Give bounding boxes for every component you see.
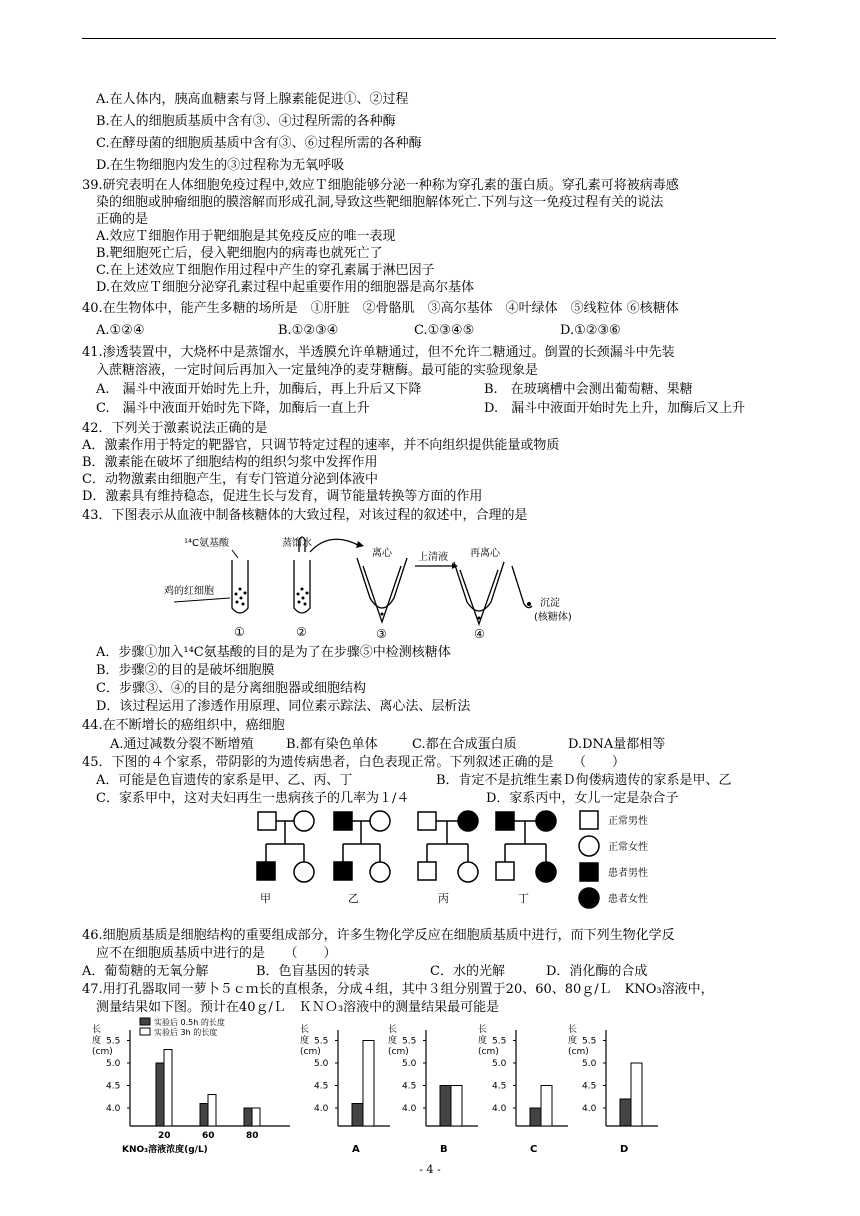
q47-chart-main-bar-3h (252, 1108, 260, 1126)
q47-chart-main-ytick-label: 5.0 (106, 1059, 121, 1069)
legend-0-5h-swatch (140, 1018, 150, 1025)
q47-chart-b-ytick-label: 5.5 (402, 1036, 417, 1047)
q44-stem: 44.在不断增长的癌组织中，癌细胞 (82, 718, 285, 733)
q47-chart-main-ytick-label: 4.0 (106, 1104, 121, 1114)
q47-chart-a-ylabel: 度 (300, 1036, 310, 1046)
q41-option-b: B. 在玻璃槽中会测出葡萄糖、果糖 (484, 382, 693, 397)
label-amino-acid: ¹⁴C氨基酸 (184, 538, 229, 549)
q47-chart-b-bar-0-5h (440, 1086, 451, 1127)
q47-chart-b-option-label: B (440, 1144, 448, 1155)
q47-chart-d-ylabel: 长 (568, 1025, 578, 1035)
step-1: ① (234, 625, 245, 639)
q47-stem-1: 47.用打孔器取同一萝卜５ｃｍ长的直根条，分成４组，其中３组分别置于20、60、80ｇ/Ｌ KNO₃溶液中， (82, 982, 714, 997)
pedigree-ding-father (496, 812, 514, 830)
q47-chart-main-category-label: 80 (246, 1131, 259, 1141)
q45-stem: 45．下图的４个家系，带阴影的为遗传病患者，白色表现正常。下列叙述正确的是 （ ） (82, 755, 626, 770)
pedigree-yi-father (334, 812, 352, 830)
q47-chart-main-bar-3h (164, 1050, 172, 1127)
q38-option-b: B.在人的细胞质基质中含有③、④过程所需的各种酶 (96, 114, 396, 129)
pedigree-bing-son (418, 862, 436, 880)
q39-stem-1: 39.研究表明在人体细胞免疫过程中,效应Ｔ细胞能够分泌一种称为穿孔素的蛋白质。穿孔素可将被病毒感 (82, 178, 679, 193)
page-number: - 4 - (419, 1163, 441, 1176)
q47-chart-main-category-label: 60 (202, 1131, 215, 1141)
q47-chart-b-ylabel: 长 (388, 1025, 398, 1035)
label-supernatant: 上清液 (418, 552, 448, 563)
pedigree-figure (246, 806, 706, 912)
q43-option-c: C．步骤③、④的目的是分离细胞器或细胞结构 (96, 681, 366, 696)
family-ding: 丁 (518, 892, 529, 905)
q47-chart-a-ylabel: (cm) (300, 1047, 321, 1057)
q47-chart-c-ylabel: 度 (478, 1036, 488, 1046)
family-bing: 丙 (438, 892, 449, 905)
q38-option-d: D.在生物细胞内发生的③过程称为无氧呼吸 (96, 158, 345, 173)
label-recentrifuge: 再离心 (470, 548, 500, 559)
q47-chart-c-bar-0-5h (530, 1108, 541, 1126)
q38-option-a: A.在人体内，胰高血糖素与肾上腺素能促进①、②过程 (96, 92, 409, 107)
q42-option-c: C．动物激素由细胞产生，有专门管道分泌到体液中 (82, 472, 378, 487)
q47-chart-b-ytick-label: 5.0 (402, 1059, 417, 1069)
q39-option-d: D.在效应Ｔ细胞分泌穿孔素过程中起重要作用的细胞器是高尔基体 (96, 280, 475, 295)
q46-stem-2: 应不在细胞质基质中进行的是 （ ） (96, 946, 337, 961)
q42-option-b: B．激素能在破坏了细胞结构的组织匀浆中发挥作用 (82, 455, 378, 470)
q47-chart-main-ytick-label: 5.5 (106, 1036, 121, 1047)
q45-option-d: D．家系丙中，女儿一定是杂合子 (486, 791, 679, 806)
q47-chart-c-ytick-label: 4.0 (492, 1104, 507, 1114)
q43-option-d: D．该过程运用了渗透作用原理、同位素示踪法、离心法、层析法 (96, 699, 471, 714)
q47-chart-a-ylabel: 长 (300, 1025, 310, 1035)
pedigree-jia-father (258, 812, 276, 830)
q47-chart-d-ytick-label: 5.5 (582, 1036, 597, 1047)
label-ribosome: (核糖体) (534, 612, 572, 623)
step-3: ③ (376, 627, 387, 641)
pedigree-jia-daughter (294, 862, 314, 882)
legend-affected-female: 患者女性 (608, 894, 648, 905)
q47-chart-d-ylabel: (cm) (568, 1047, 589, 1057)
q47-chart-a-bar-3h (363, 1041, 374, 1127)
legend-normal-female-symbol (579, 836, 599, 856)
q47-chart-a-ytick-label: 5.5 (314, 1036, 329, 1047)
legend-3h-swatch (140, 1028, 150, 1035)
pedigree-bing-daughter (458, 862, 478, 882)
q42-option-d: D．激素具有维持稳态，促进生长与发育，调节能量转换等方面的作用 (82, 489, 483, 504)
legend-normal-male: 正常男性 (608, 816, 648, 827)
q47-chart-d-ylabel: 度 (568, 1036, 578, 1046)
q44-option-a: A.通过减数分裂不断增殖 (110, 737, 254, 752)
q44-option-c: C.都在合成蛋白质 (412, 737, 517, 752)
q39-option-b: B.靶细胞死亡后，侵入靶细胞内的病毒也就死亡了 (96, 246, 383, 261)
q47-chart-c-bar-3h (541, 1086, 552, 1127)
pedigree-jia-son (257, 862, 275, 880)
q39-stem-2: 染的细胞或肿瘤细胞的膜溶解而形成孔洞,导致这些靶细胞解体死亡.下列与这一免疫过程有关的说法 (96, 195, 664, 210)
q42-option-a: A．激素作用于特定的靶器官，只调节特定过程的速率，并不向组织提供能量或物质 (82, 438, 560, 453)
q47-chart-c-ytick-label: 4.5 (492, 1081, 507, 1092)
q45-option-b: B．肯定不是抗维生素Ｄ佝偻病遗传的家系是甲、乙 (436, 773, 732, 788)
label-red-blood-cells: 鸡的红细胞 (164, 586, 214, 597)
q38-option-c: C.在酵母菌的细胞质基质中含有③、⑥过程所需的各种酶 (96, 136, 422, 151)
q47-chart-b-ytick-label: 4.0 (402, 1104, 417, 1114)
pedigree-ding-mother (536, 811, 556, 831)
q47-chart-d-bar-0-5h (620, 1099, 631, 1126)
q46-option-d: D．消化酶的合成 (546, 964, 648, 979)
q47-chart-main-ytick-label: 4.5 (106, 1081, 121, 1092)
q47-chart-main-ylabel: (cm) (92, 1047, 113, 1057)
step-2: ② (296, 625, 307, 639)
family-yi: 乙 (348, 892, 359, 905)
q46-option-b: B．色盲基因的转录 (256, 964, 370, 979)
legend-affected-male-symbol (580, 863, 598, 881)
q47-chart-main-category-label: 20 (158, 1131, 171, 1141)
legend-normal-male-symbol (580, 811, 598, 829)
legend-affected-female-symbol (579, 888, 599, 908)
q41-option-c: C. 漏斗中液面开始时先下降，加酶后一直上升 (96, 401, 370, 416)
q40-option-d: D.①②③⑥ (560, 323, 621, 338)
q47-chart-main-bar-0-5h (200, 1104, 208, 1127)
label-distilled-water: 蒸馏水 (282, 538, 312, 549)
q47-chart-c-ylabel: (cm) (478, 1047, 499, 1057)
q41-stem-1: 41.渗透装置中，大烧杯中是蒸馏水，半透膜允许单糖通过，但不允许二糖通过。倒置的长颈漏斗中先装 (82, 345, 675, 360)
legend-3h-label: 实验后 3h 的长度 (154, 1028, 218, 1037)
q47-chart-main-bar-0-5h (244, 1108, 252, 1126)
q47-chart-d-ytick-label: 5.0 (582, 1059, 597, 1069)
q46-stem-1: 46.细胞质基质是细胞结构的重要组成部分，许多生物化学反应在细胞质基质中进行，而下列生物化学反 (82, 928, 675, 943)
q47-chart-b-bar-3h (451, 1086, 462, 1127)
pedigree-ding-daughter (536, 862, 556, 882)
q45-option-a: A．可能是色盲遗传的家系是甲、乙、丙、丁 (96, 773, 353, 788)
label-sediment: 沉淀 (540, 598, 560, 609)
q47-chart-main-ylabel: 长 (92, 1025, 102, 1035)
q46-option-a: A．葡萄糖的无氧分解 (82, 964, 209, 979)
q47-chart-a-ytick-label: 4.5 (314, 1081, 329, 1092)
q47-chart-d-ytick-label: 4.0 (582, 1104, 597, 1114)
pedigree-yi-mother (370, 811, 390, 831)
q47-chart-main-bar-3h (208, 1095, 216, 1127)
q44-option-b: B.都有染色单体 (286, 737, 378, 752)
q47-stem-2: 测量结果如下图。预计在40ｇ/Ｌ ＫＮＯ₃溶液中的测量结果最可能是 (96, 1000, 500, 1015)
q47-chart-b-ylabel: 度 (388, 1036, 398, 1046)
q47-chart-c-ytick-label: 5.0 (492, 1059, 507, 1069)
q44-option-d: D.DNA量都相等 (568, 737, 666, 752)
q47-chart-c-ylabel: 长 (478, 1025, 488, 1035)
q41-option-a: A. 漏斗中液面开始时先上升，加酶后，再上升后又下降 (96, 382, 422, 397)
q47-chart-d-option-label: D (620, 1144, 629, 1155)
legend-normal-female: 正常女性 (608, 842, 648, 853)
q40-stem: 40.在生物体中，能产生多糖的场所是 ①肝脏 ②骨骼肌 ③高尔基体 ④叶绿体 ⑤线粒体 ⑥核糖体 (82, 301, 679, 316)
q47-chart-a-ytick-label: 5.0 (314, 1059, 329, 1069)
q43-option-a: A．步骤①加入¹⁴C氨基酸的目的是为了在步骤⑤中检测核糖体 (96, 645, 451, 660)
pedigree-bing-father (418, 812, 436, 830)
q47-chart-a-bar-0-5h (352, 1104, 363, 1127)
step-4: ④ (474, 627, 485, 641)
q47-chart-d-ytick-label: 4.5 (582, 1081, 597, 1092)
q47-chart-a-option-label: A (352, 1144, 360, 1155)
q40-option-b: B.①②③④ (278, 323, 339, 338)
ribosome-prep-figure (160, 532, 590, 642)
pedigree-yi-daughter (370, 862, 390, 882)
q42-stem: 42．下列关于激素说法正确的是 (82, 421, 268, 436)
q39-stem-3: 正确的是 (96, 212, 149, 227)
q43-option-b: B．步骤②的目的是破坏细胞膜 (96, 663, 275, 678)
pedigree-yi-son (334, 862, 352, 880)
legend-0-5h-label: 实验后 0.5h 的长度 (154, 1018, 225, 1027)
header-rule (82, 38, 776, 39)
pedigree-bing-mother (458, 811, 478, 831)
q47-chart-d-bar-3h (631, 1063, 642, 1126)
label-centrifuge: 离心 (372, 548, 392, 559)
pedigree-ding-son (496, 862, 514, 880)
q47-bar-figure (86, 1016, 706, 1156)
q47-xlabel: KNO₃溶液浓度(g/L) (122, 1145, 208, 1155)
pedigree-jia-mother (294, 811, 314, 831)
q41-option-d: D. 漏斗中液面开始时先上升，加酶后又上升 (484, 401, 746, 416)
q47-chart-a-ytick-label: 4.0 (314, 1104, 329, 1114)
q39-option-c: C.在上述效应Ｔ细胞作用过程中产生的穿孔素属于淋巴因子 (96, 263, 435, 278)
q41-stem-2: 入蔗糖溶液，一定时间后再加入一定量纯净的麦芽糖酶。最可能的实验现象是 (96, 363, 539, 378)
family-jia: 甲 (260, 892, 271, 905)
q47-chart-c-option-label: C (530, 1144, 538, 1155)
q43-stem: 43．下图表示从血液中制备核糖体的大致过程，对该过程的叙述中，合理的是 (82, 508, 528, 523)
q47-chart-main-bar-0-5h (156, 1063, 164, 1126)
q47-chart-b-ylabel: (cm) (388, 1047, 409, 1057)
q47-chart-main-ylabel: 度 (92, 1036, 102, 1046)
q40-option-c: C.①③④⑤ (414, 323, 475, 338)
q45-option-c: C．家系甲中，这对夫妇再生一患病孩子的几率为１/４ (96, 791, 410, 806)
q46-option-c: C．水的光解 (430, 964, 505, 979)
q47-chart-b-ytick-label: 4.5 (402, 1081, 417, 1092)
q40-option-a: A.①②④ (96, 323, 145, 338)
q39-option-a: A.效应Ｔ细胞作用于靶细胞是其免疫反应的唯一表现 (96, 229, 396, 244)
q47-chart-c-ytick-label: 5.5 (492, 1036, 507, 1047)
legend-affected-male: 患者男性 (608, 868, 648, 879)
